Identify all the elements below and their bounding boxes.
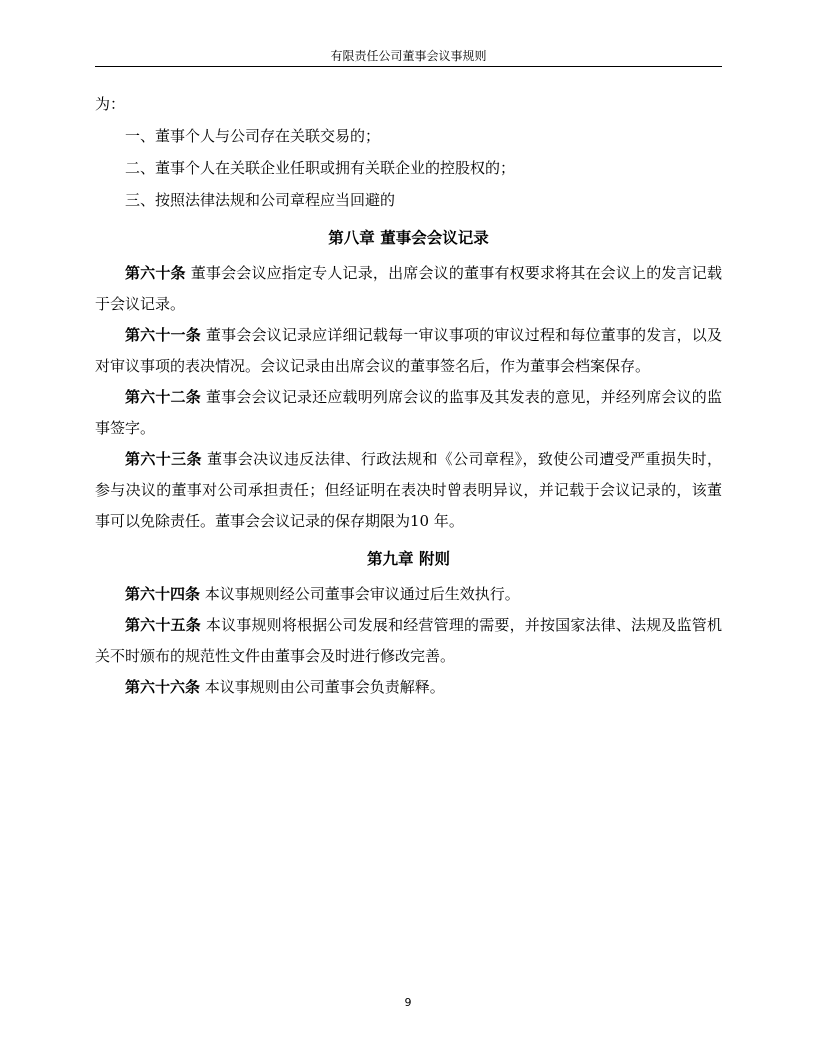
article-text: 本议事规则经公司董事会审议通过后生效执行。 <box>204 585 520 603</box>
article-paragraph <box>95 610 722 672</box>
article-text: 本议事规则由公司董事会负责解释。 <box>204 678 445 696</box>
article-label: 第六十四条 <box>125 585 201 603</box>
article-text: 董事会会议应指定专人记录，出席会议的董事有权要求将其在会议上的发言记载于会议记录。 <box>95 264 722 313</box>
article-label: 第六十五条 <box>125 616 201 634</box>
article-label: 第六十二条 <box>125 388 201 406</box>
article-text: 董事会会议记录还应载明列席会议的监事及其发表的意见，并经列席会议的监事签字。 <box>95 388 722 437</box>
list-item: 二、董事个人在关联企业任职或拥有关联企业的控股权的； <box>125 159 516 177</box>
article-text: 董事会决议违反法律、行政法规和《公司章程》，致使公司遭受严重损失时，参与决议的董事对公司承担责任；但经证明在表决时曾表明异议，并记载于会议记录的，该董事可以免除责任。董事会会议记录的保存期限为10 年。 <box>95 450 722 530</box>
continuation-text: 为： <box>95 95 126 113</box>
chapter-heading: 第九章 附则 <box>367 549 450 568</box>
chapter-heading: 第八章 董事会会议记录 <box>328 228 489 247</box>
article-paragraph <box>95 672 722 703</box>
list-item: 三、按照法律法规和公司章程应当回避的 <box>125 191 396 209</box>
article-paragraph <box>95 579 722 610</box>
page-header <box>95 48 722 67</box>
header-title: 有限责任公司董事会议事规则 <box>330 49 487 63</box>
article-paragraph <box>95 444 722 537</box>
article-paragraph <box>95 320 722 382</box>
list-item: 一、董事个人与公司存在关联交易的； <box>125 127 381 145</box>
page-number: 9 <box>404 996 412 1009</box>
article-text: 本议事规则将根据公司发展和经营管理的需要，并按国家法律、法规及监管机关不时颁布的规范性文件由董事会及时进行修改完善。 <box>95 616 722 665</box>
article-label: 第六十三条 <box>125 450 202 468</box>
article-text: 董事会会议记录应详细记载每一审议事项的审议过程和每位董事的发言，以及对审议事项的表决情况。会议记录由出席会议的董事签名后，作为董事会档案保存。 <box>95 326 722 375</box>
article-label: 第六十六条 <box>125 678 201 696</box>
article-paragraph <box>95 258 722 320</box>
article-paragraph <box>95 382 722 444</box>
article-label: 第六十条 <box>125 264 186 282</box>
document-body <box>95 88 722 703</box>
article-label: 第六十一条 <box>125 326 201 344</box>
